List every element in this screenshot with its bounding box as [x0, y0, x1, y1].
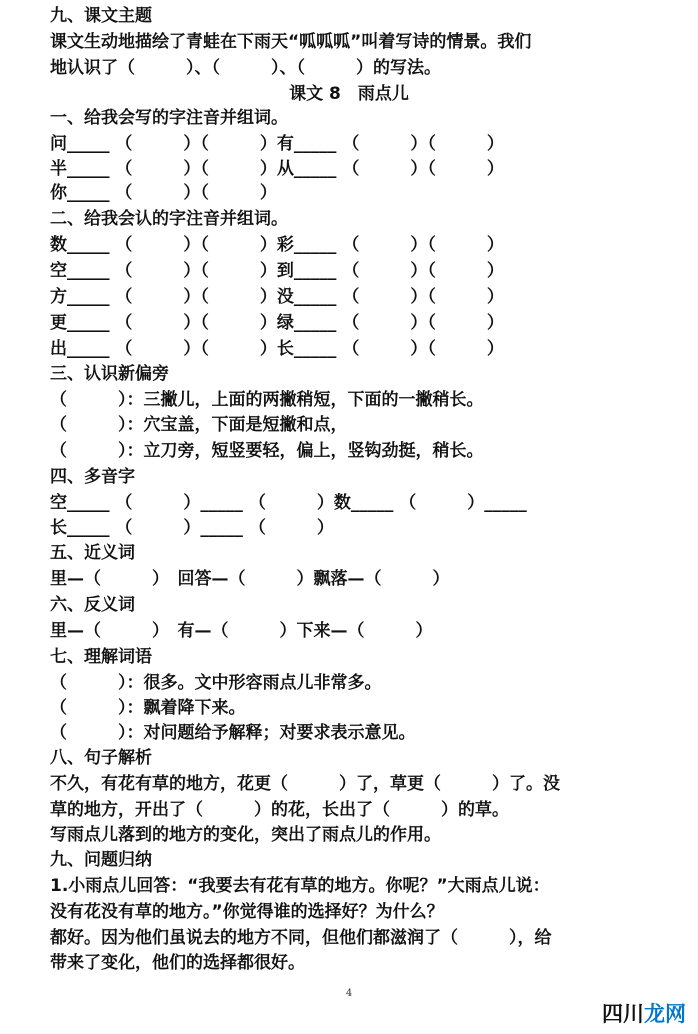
section-heading: 九、课文主题: [50, 6, 152, 26]
text-line: 写雨点儿落到的地方的变化，突出了雨点儿的作用。: [50, 825, 441, 845]
section-heading: 二、给我会认的字注音并组词。: [50, 209, 288, 229]
text-line: （ ）：立刀旁，短竖要轻，偏上，竖钩劲挺，稍长。: [50, 441, 484, 461]
text-line: （ ）：很多。文中形容雨点儿非常多。: [50, 673, 382, 693]
text-line: 长_____ （ ）_____ （ ）: [50, 518, 334, 538]
text-line: （ ）：对问题给予解释；对要求表示意见。: [50, 723, 416, 743]
section-heading: 九、问题归纳: [50, 850, 152, 870]
section-heading: 一、给我会写的字注音并组词。: [50, 108, 288, 128]
watermark-text: 龙网: [644, 1002, 686, 1026]
text-line: 课文生动地描绘了青蛙在下雨天“呱呱呱”叫着写诗的情景。我们: [50, 32, 532, 52]
text-line: （ ）：飘着降下来。: [50, 698, 246, 718]
text-line: 半_____ （ ）（ ）从_____ （ ）（ ）: [50, 159, 504, 179]
section-heading: 五、近义词: [50, 543, 135, 563]
watermark-text: 四川: [602, 1002, 644, 1026]
section-heading: 四、多音字: [50, 467, 135, 487]
text-line: 1.小雨点儿回答：“我要去有花有草的地方。你呢？”大雨点儿说：: [50, 876, 550, 896]
text-line: 没有花没有草的地方。”你觉得谁的选择好？为什么？: [50, 902, 444, 922]
text-line: 里—（ ） 有—（ ）下来—（ ）: [50, 621, 433, 641]
text-line: 出_____ （ ）（ ）长_____ （ ）（ ）: [50, 339, 504, 359]
section-heading: 三、认识新偏旁: [50, 364, 169, 384]
text-line: 你_____ （ ）（ ）: [50, 183, 277, 203]
text-line: （ ）：三撇儿，上面的两撇稍短，下面的一撇稍长。: [50, 390, 484, 410]
text-line: 带来了变化，他们的选择都很好。: [50, 953, 305, 973]
text-line: 更_____ （ ）（ ）绿_____ （ ）（ ）: [50, 313, 504, 333]
text-line: 草的地方，开出了（ ）的花，长出了（ ）的草。: [50, 800, 509, 820]
text-line: 问_____ （ ）（ ）有_____ （ ）（ ）: [50, 134, 504, 154]
text-line: （ ）：穴宝盖，下面是短撇和点，: [50, 415, 348, 435]
watermark-logo: [596, 996, 692, 1030]
section-heading: 六、反义词: [50, 595, 135, 615]
lesson-title: 课文 8 雨点儿: [289, 84, 409, 104]
text-line: 地认识了（ ）、（ ）、（ ）的写法。: [50, 58, 441, 78]
text-line: 空_____ （ ）_____ （ ）数_____ （ ）_____: [50, 493, 527, 513]
text-line: 数_____ （ ）（ ）彩_____ （ ）（ ）: [50, 235, 504, 255]
page-number: 4: [345, 988, 353, 999]
text-line: 不久，有花有草的地方，花更（ ）了，草更（ ）了。没: [50, 774, 560, 794]
text-line: 方_____ （ ）（ ）没_____ （ ）（ ）: [50, 287, 504, 307]
text-line: 空_____ （ ）（ ）到_____ （ ）（ ）: [50, 261, 504, 281]
section-heading: 七、理解词语: [50, 647, 152, 667]
text-line: 都好。因为他们虽说去的地方不同，但他们都滋润了（ ），给: [50, 928, 552, 948]
section-heading: 八、句子解析: [50, 748, 152, 768]
text-line: 里—（ ） 回答—（ ）飘落—（ ）: [50, 569, 450, 589]
